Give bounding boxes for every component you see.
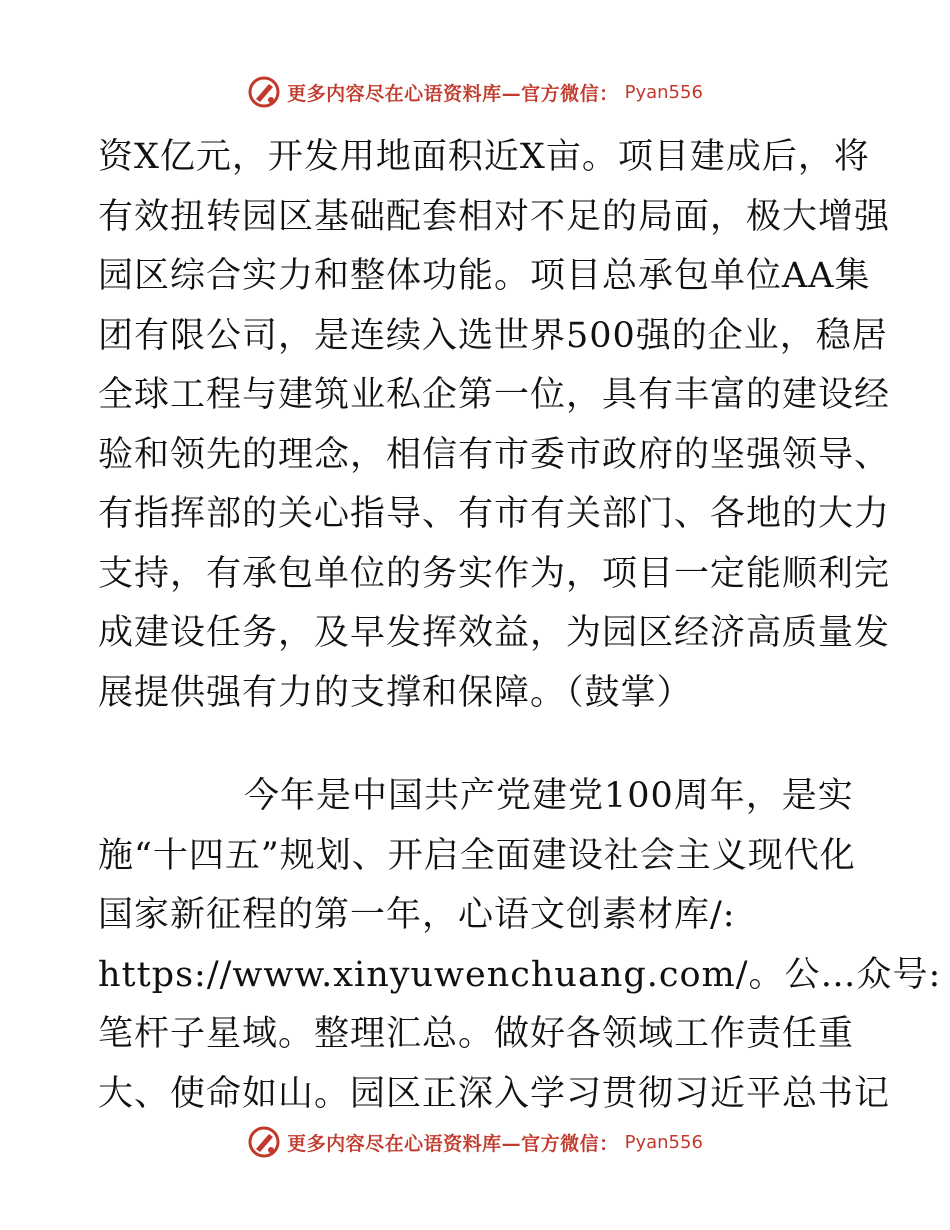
paragraph-1 xyxy=(98,128,891,723)
text-line: 全球工程与建筑业私企第一位，具有丰富的建设经 xyxy=(98,375,891,415)
text-line: 展提供强有力的支撑和保障。（鼓掌） xyxy=(98,672,693,713)
text-line: 有指挥部的关心指导、有市有关部门、各地的大力 xyxy=(98,494,891,534)
text-line: 资X亿元，开发用地面积近X亩。项目建成后，将 xyxy=(98,137,870,177)
document-body xyxy=(98,128,942,1124)
text-line: https://www.xinyuwenchuang.com/。公…众号: xyxy=(98,954,942,995)
paragraph-2 xyxy=(98,767,942,1124)
text-line: 有效扭转园区基础配套相对不足的局面，极大增强 xyxy=(98,196,891,237)
text-line: 施“十四五”规划、开启全面建设社会主义现代化 xyxy=(98,835,856,876)
watermark-wechat-id: Pyan556 xyxy=(624,1131,703,1153)
pen-seal-logo-icon xyxy=(247,75,281,109)
text-line: 验和领先的理念，相信有市委市政府的坚强领导、 xyxy=(98,434,891,475)
text-line: 今年是中国共产党建党100周年，是实 xyxy=(244,776,854,816)
watermark-wechat-id: Pyan556 xyxy=(624,81,703,103)
pen-seal-logo-icon xyxy=(247,1125,281,1159)
footer-watermark xyxy=(0,1122,950,1162)
text-line: 国家新征程的第一年，心语文创素材库/: xyxy=(98,895,736,935)
watermark-text: 更多内容尽在心语资料库—官方微信： xyxy=(287,82,619,105)
text-line: 支持，有承包单位的务实作为，项目一定能顺利完 xyxy=(98,553,891,594)
text-line: 园区综合实力和整体功能。项目总承包单位AA集 xyxy=(98,256,871,296)
text-line: 团有限公司，是连续入选世界500强的企业，稳居 xyxy=(98,315,888,356)
text-line: 笔杆子星域。整理汇总。做好各领域工作责任重 xyxy=(98,1014,855,1054)
text-line: 大、使命如山。园区正深入学习贯彻习近平总书记 xyxy=(98,1073,891,1114)
watermark-text: 更多内容尽在心语资料库—官方微信： xyxy=(287,1132,619,1155)
paragraph-spacer xyxy=(98,723,858,767)
text-line: 成建设任务，及早发挥效益，为园区经济高质量发 xyxy=(98,613,891,653)
header-watermark xyxy=(0,72,950,112)
